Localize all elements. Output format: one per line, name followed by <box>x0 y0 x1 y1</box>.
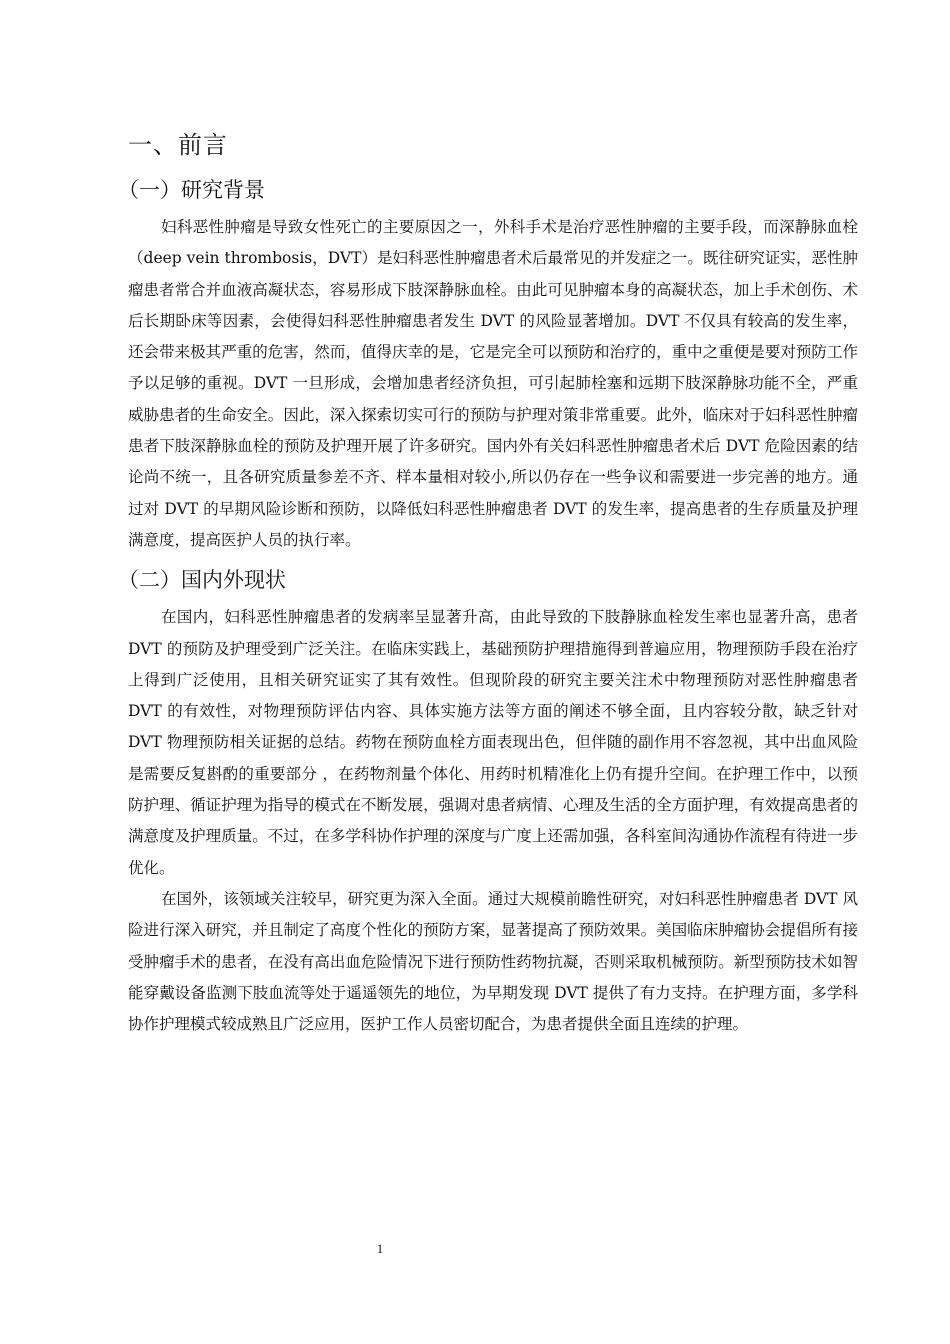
section-heading-status: （二）国内外现状 <box>118 568 286 593</box>
paragraph-domestic: 在国内，妇科恶性肿瘤患者的发病率呈显著升高，由此导致的下肢静脉血栓发生率也显著升高，患者 DVT 的预防及护理受到广泛关注。在临床实践上，基础预防护理措施得到普遍应用，物理预防手段在治疗上得到广泛使用，且相关研究证实了其有效性。但现阶段的研究主要关注术中物理预防对恶性肿瘤患者 DVT 的有效性，对物理预防评估内容、具体实施方法等方面的阐述不够全面，且内容较分散，缺乏针对 DVT 物理预防相关证据的总结。药物在预防血栓方面表现出色，但伴随的副作用不容忽视，其中出血风险是需要反复斟酌的重要部分 ，在药物剂量个体化、用药时机精准化上仍有提升空间。在护理工作中，以预防护理、循证护理为指导的模式在不断发展，强调对患者病情、心理及生活的全方面护理，有效提高患者的满意度及护理质量。不过，在多学科协作护理的深度与广度上还需加强，各科室间沟通协作流程有待进一步优化。 <box>128 608 858 877</box>
page-number: 1 <box>376 1241 384 1256</box>
section-status <box>118 564 858 1040</box>
paragraph-foreign: 在国外，该领域关注较早，研究更为深入全面。通过大规模前瞻性研究，对妇科恶性肿瘤患者 DVT 风险进行深入研究，并且制定了高度个性化的预防方案，显著提高了预防效果。美国临床肿瘤协会提倡所有接受肿瘤手术的患者，在没有高出血危险情况下进行预防性药物抗凝，否则采取机械预防。新型预防技术如智能穿戴设备监测下肢血流等处于遥遥领先的地位，为早期发现 DVT 提供了有力支持。在护理方面，多学科协作护理模式较成熟且广泛应用，医护工作人员密切配合，为患者提供全面且连续的护理。 <box>128 889 858 1034</box>
chapter-heading: 一、前言 <box>128 131 228 159</box>
section-background <box>118 174 858 556</box>
paragraph-background: 妇科恶性肿瘤是导致女性死亡的主要原因之一，外科手术是治疗恶性肿瘤的主要手段，而深静脉血栓（deep vein thrombosis，DVT）是妇科恶性肿瘤患者术后最常见的并发症之一。既往研究证实，恶性肿瘤患者常合并血液高凝状态，容易形成下肢深静脉血栓。由此可见肿瘤本身的高凝状态，加上手术创伤、术后长期卧床等因素，会使得妇科恶性肿瘤患者发生 DVT 的风险显著增加。DVT 不仅具有较高的发生率，还会带来极其严重的危害，然而，值得庆幸的是，它是完全可以预防和治疗的，重中之重便是要对预防工作予以足够的重视。DVT 一旦形成，会增加患者经济负担，可引起肺栓塞和远期下肢深静脉功能不全，严重威胁患者的生命安全。因此，深入探索切实可行的预防与护理对策非常重要。此外，临床对于妇科恶性肿瘤患者下肢深静脉血栓的预防及护理开展了许多研究。国内外有关妇科恶性肿瘤患者术后 DVT 危险因素的结论尚不统一，且各研究质量参差不齐、样本量相对较小,所以仍存在一些争议和需要进一步完善的地方。通过对 DVT 的早期风险诊断和预防，以降低妇科恶性肿瘤患者 DVT 的发生率，提高患者的生存质量及护理满意度，提高医护人员的执行率。 <box>128 218 858 549</box>
section-heading-background: （一）研究背景 <box>118 178 265 202</box>
page-content <box>118 128 858 1048</box>
